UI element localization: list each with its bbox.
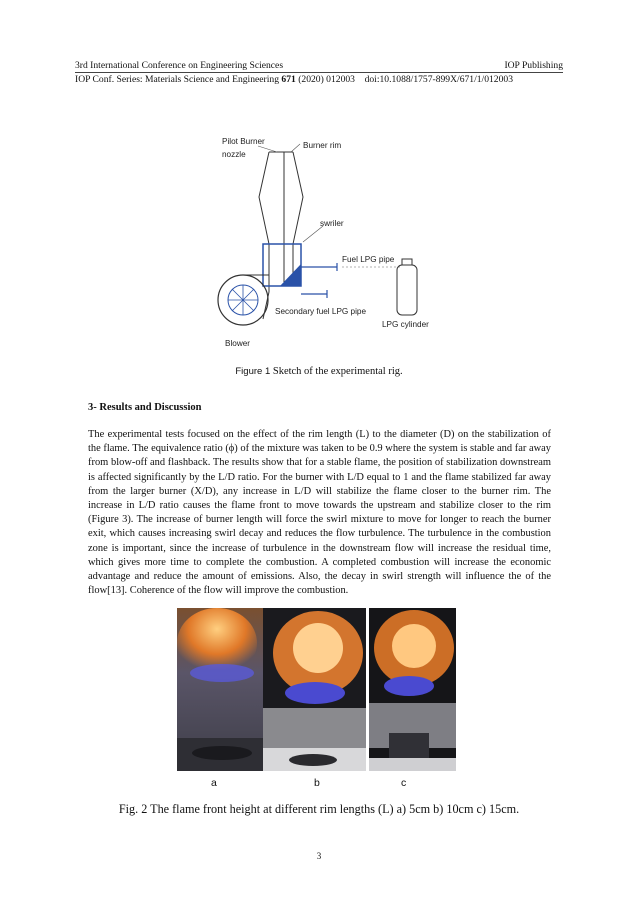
cylinder-label: LPG cylinder — [382, 320, 429, 329]
lpg-cylinder-shape — [397, 265, 417, 315]
flame-photo-c — [369, 608, 456, 771]
doi: doi:10.1088/1757-899X/671/1/012003 — [364, 74, 513, 85]
page-number: 3 — [316, 851, 322, 861]
figure2-caption: Fig. 2 The flame front height at different rim lengths (L) a) 5cm b) 10cm c) 15cm. — [118, 802, 520, 816]
figure1-caption-label: Figure 1 — [235, 366, 271, 377]
figure1-caption — [0, 366, 638, 377]
swirler-shape — [280, 264, 301, 286]
pilot-burner-label: Pilot Burner — [222, 137, 265, 146]
publisher-name: IOP Publishing — [504, 60, 563, 71]
photo-label-b: b — [314, 777, 320, 789]
photo-label-a: a — [211, 777, 217, 789]
figure1-caption-text: Sketch of the experimental rig. — [270, 366, 403, 377]
volume-number: 671 — [281, 74, 296, 85]
blower-label: Blower — [225, 339, 251, 348]
fuel-pipe-label: Fuel LPG pipe — [342, 255, 395, 264]
conference-name: 3rd International Conference on Engineering Sciences — [75, 60, 284, 71]
series-name: IOP Conf. Series: Materials Science and Engineering — [75, 74, 279, 85]
burner-rim-label: Burner rim — [303, 141, 342, 150]
nozzle-label: nozzle — [222, 150, 246, 159]
flame-photo-a — [177, 608, 267, 771]
secondary-pipe-label: Secondary fuel LPG pipe — [275, 307, 367, 316]
running-header — [75, 60, 563, 71]
header-rule — [75, 72, 563, 73]
citation-line — [75, 74, 563, 85]
section-heading: 3- Results and Discussion — [88, 402, 202, 413]
flame-photo-b — [263, 608, 366, 771]
swirler-label: swriler — [320, 219, 344, 228]
experimental-rig-sketch — [205, 132, 450, 357]
year-article: (2020) 012003 — [298, 74, 355, 85]
photo-label-c: c — [401, 777, 407, 789]
blower-fan — [228, 285, 258, 315]
burner-left-wall — [259, 152, 269, 292]
body-paragraph: The experimental tests focused on the effect of the rim length (L) to the diameter (D) on the stabilization of the flame. The equivalence ratio (ϕ) of the mixture was taken to be 0.9 where the system is stable and far away from blow-off and flashback. The results show that for a stable flame, the position of stabilization downstream is affected significantly by the L/D ratio. For the burner with L/D equal to 1 and the flame stabilized far away from the larger burner (X/D), any increase in L/D will stabilize the flame closer to the burner rim. The increase in L/D ratio causes the flame front to move towards the upstream and stabilize closer to the rim (Figure 3). The increase of burner length will force the swirl mixture to move for longer to reach the burner exit, which causes increasing swirl decay and reduces the flow turbulence. The turbulence in the combustion zone is important, since the increase of turbulence in the downstream flow will increase the residual time, which gives more time to complete the combustion. A completed combustion will increase the economic advantage and reduce the amount of emissions. Also, the decay in swirl strength will influence the of the flow[13]. Coherence of the flow will improve the combustion. — [88, 429, 551, 597]
